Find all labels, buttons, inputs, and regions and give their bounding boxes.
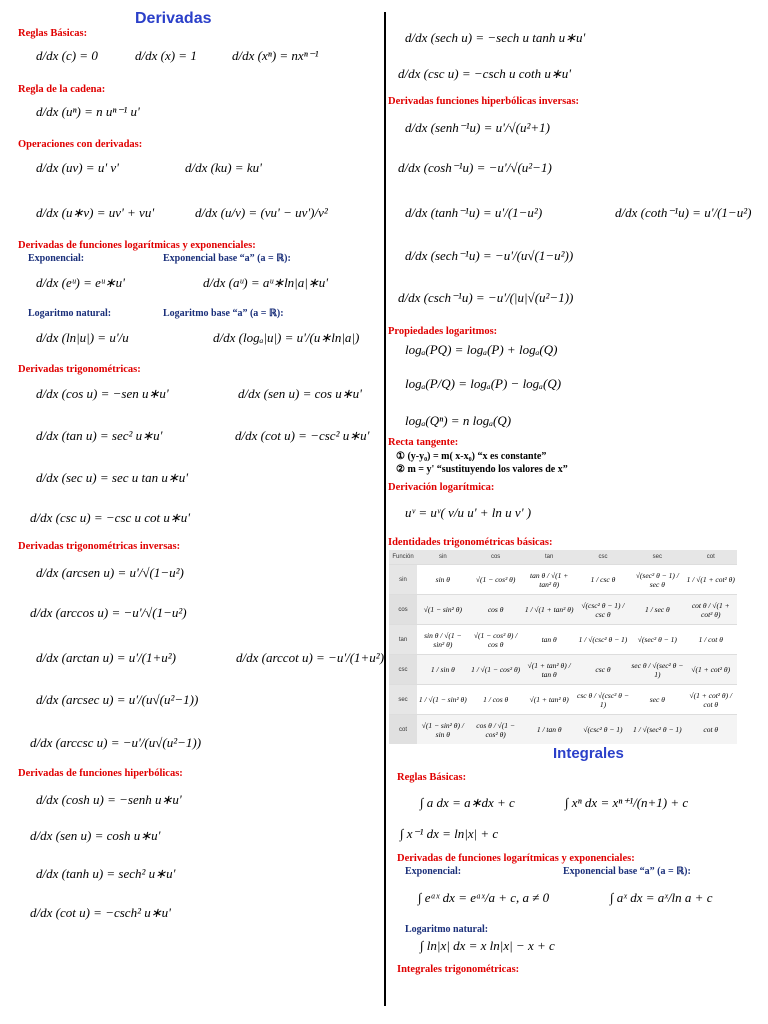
inverse-trig-heading: Derivadas trigonométricas inversas:	[18, 541, 181, 552]
formula-power: d/dx (xⁿ) = nxⁿ⁻¹	[232, 48, 319, 63]
exponential-base-a-subheading: Exponencial base “a” (a = ℝ):	[163, 253, 291, 264]
exponential-subheading: Exponencial:	[28, 253, 85, 264]
integrales-title: Integrales	[553, 745, 624, 762]
log-base-a-subheading: Logaritmo base “a” (a = ℝ):	[163, 308, 284, 319]
formula-constant-multiple: d/dx (ku) = ku'	[185, 160, 262, 175]
table-cell: √(1 − sin² θ)	[417, 595, 469, 625]
table-cell: sin θ	[417, 565, 469, 595]
row-header: cos	[389, 595, 417, 625]
column-header: sin	[417, 550, 469, 565]
formula-csch-inv: d/dx (csch⁻¹u) = −u'/(|u|√(u²−1))	[398, 290, 574, 305]
formula-product: d/dx (u∗v) = uv' + vu'	[36, 205, 155, 220]
formula-cosh-inv: d/dx (cosh⁻¹u) = −u'/√(u²−1)	[398, 160, 552, 175]
table-cell: √(1 + cot² θ)	[685, 655, 737, 685]
operations-heading: Operaciones con derivadas:	[18, 139, 143, 150]
row-header: cot	[389, 715, 417, 745]
formula-sen: d/dx (sen u) = cos u∗u'	[238, 386, 362, 401]
table-cell: √(1 − cos² θ) / cos θ	[469, 625, 523, 655]
row-header: csc	[389, 655, 417, 685]
table-cell: √(1 + tan² θ) / tan θ	[523, 655, 576, 685]
formula-tanh: d/dx (tanh u) = sech² u∗u'	[36, 866, 176, 881]
basic-rules-heading: Reglas Básicas:	[18, 28, 88, 39]
table-cell: csc θ	[576, 655, 630, 685]
table-cell: 1 / sin θ	[417, 655, 469, 685]
table-cell: √(1 + cot² θ) / cot θ	[685, 685, 737, 715]
column-divider	[384, 12, 386, 1006]
formula-tan: d/dx (tan u) = sec² u∗u'	[36, 428, 163, 443]
column-header: cos	[469, 550, 523, 565]
table-cell: tan θ	[523, 625, 576, 655]
integrals-exponential-subheading: Exponencial:	[405, 866, 462, 877]
table-cell: √(csc² θ − 1) / csc θ	[576, 595, 630, 625]
table-row	[389, 715, 737, 745]
table-cell: sec θ / √(sec² θ − 1)	[630, 655, 684, 685]
table-cell: √(1 − sin² θ) / sin θ	[417, 715, 469, 745]
table-cell: √(sec² θ − 1) / sec θ	[630, 565, 684, 595]
formula-quotient: d/dx (u/v) = (vu' − uv')/v²	[195, 205, 328, 220]
table-cell: cot θ / √(1 + cot² θ)	[685, 595, 737, 625]
formula-x: d/dx (x) = 1	[135, 48, 197, 63]
integral-constant: ∫ a dx = a∗dx + c	[420, 795, 515, 810]
formula-ln: d/dx (ln|u|) = u'/u	[36, 330, 129, 345]
table-cell: cos θ / √(1 − cos² θ)	[469, 715, 523, 745]
integrals-basic-heading: Reglas Básicas:	[397, 772, 467, 783]
table-cell: csc θ / √(csc² θ − 1)	[576, 685, 630, 715]
table-cell: √(1 + tan² θ)	[523, 685, 576, 715]
table-cell: sec θ	[630, 685, 684, 715]
formula-arccos: d/dx (arccos u) = −u'/√(1−u²)	[30, 605, 187, 620]
formula-const: d/dx (c) = 0	[36, 48, 98, 63]
table-cell: 1 / √(sec² θ − 1)	[630, 715, 684, 745]
formula-chain: d/dx (uⁿ) = n uⁿ⁻¹ u'	[36, 104, 140, 119]
formula-senh-inv: d/dx (senh⁻¹u) = u'/√(u²+1)	[405, 120, 551, 135]
table-cell: 1 / √(csc² θ − 1)	[576, 625, 630, 655]
table-row	[389, 655, 737, 685]
row-header: sin	[389, 565, 417, 595]
integrals-logexp-heading: Derivadas de funciones logarítmicas y exponenciales:	[397, 853, 635, 864]
integrals-trig-heading: Integrales trigonométricas:	[397, 964, 520, 975]
table-cell: 1 / cos θ	[469, 685, 523, 715]
column-header: tan	[523, 550, 576, 565]
formula-coth-inv: d/dx (coth⁻¹u) = u'/(1−u²)	[615, 205, 752, 220]
integrals-natural-log-subheading: Logaritmo natural:	[405, 924, 489, 935]
chain-rule-heading: Regla de la cadena:	[18, 84, 106, 95]
table-cell: 1 / √(1 − sin² θ)	[417, 685, 469, 715]
log-differentiation-heading: Derivación logarítmica:	[388, 482, 495, 493]
table-cell: 1 / sec θ	[630, 595, 684, 625]
column-header: sec	[630, 550, 684, 565]
trig-heading: Derivadas trigonométricas:	[18, 364, 141, 375]
formula-sec: d/dx (sec u) = sec u tan u∗u'	[36, 470, 189, 485]
integral-power: ∫ xⁿ dx = xⁿ⁺¹/(n+1) + c	[565, 795, 689, 810]
formula-sech: d/dx (sech u) = −sech u tanh u∗u'	[405, 30, 586, 45]
table-cell: 1 / csc θ	[576, 565, 630, 595]
table-cell: 1 / √(1 − cos² θ)	[469, 655, 523, 685]
row-header: tan	[389, 625, 417, 655]
table-cell: 1 / √(1 + tan² θ)	[523, 595, 576, 625]
formula-sech-inv: d/dx (sech⁻¹u) = −u'/(u√(1−u²))	[405, 248, 574, 263]
column-header: cot	[685, 550, 737, 565]
integral-exp: ∫ eᵃˣ dx = eᵃˣ/a + c, a ≠ 0	[418, 890, 550, 905]
tangent-line-step-2: ② m = y' “sustituyendo los valores de x”	[396, 464, 568, 475]
column-header: csc	[576, 550, 630, 565]
formula-csc: d/dx (csc u) = −csc u cot u∗u'	[30, 510, 191, 525]
table-row	[389, 685, 737, 715]
integral-reciprocal: ∫ x⁻¹ dx = ln|x| + c	[400, 826, 499, 841]
table-cell: √(csc² θ − 1)	[576, 715, 630, 745]
formula-csch: d/dx (csc u) = −csch u coth u∗u'	[398, 66, 572, 81]
table-row	[389, 595, 737, 625]
formula-exp: d/dx (eᵘ) = eᵘ∗u'	[36, 275, 125, 290]
formula-arcsen: d/dx (arcsen u) = u'/√(1−u²)	[36, 565, 184, 580]
integrals-exponential-base-a-subheading: Exponencial base “a” (a = ℝ):	[563, 866, 691, 877]
integral-ln: ∫ ln|x| dx = x ln|x| − x + c	[420, 938, 555, 953]
logexp-heading: Derivadas de funciones logarítmicas y exponenciales:	[18, 240, 256, 251]
formula-senh: d/dx (sen u) = cosh u∗u'	[30, 828, 161, 843]
formula-arccsc: d/dx (arccsc u) = −u'/(u√(u²−1))	[30, 735, 202, 750]
tangent-line-step-1: ① (y-y₀) = m( x-x₀) “x es constante”	[396, 451, 547, 462]
trig-identities-table	[389, 550, 737, 744]
derivadas-title: Derivadas	[135, 10, 212, 27]
formula-log-product: logₐ(PQ) = logₐ(P) + logₐ(Q)	[405, 342, 558, 357]
formula-cos: d/dx (cos u) = −sen u∗u'	[36, 386, 169, 401]
formula-cot: d/dx (cot u) = −csc² u∗u'	[235, 428, 370, 443]
log-properties-heading: Propiedades logaritmos:	[388, 326, 498, 337]
table-cell: tan θ / √(1 + tan² θ)	[523, 565, 576, 595]
formula-arctan: d/dx (arctan u) = u'/(1+u²)	[36, 650, 176, 665]
table-cell: √(sec² θ − 1)	[630, 625, 684, 655]
formula-coth: d/dx (cot u) = −csch² u∗u'	[30, 905, 171, 920]
natural-log-subheading: Logaritmo natural:	[28, 308, 112, 319]
table-cell: 1 / √(1 + cot² θ)	[685, 565, 737, 595]
table-cell: 1 / cot θ	[685, 625, 737, 655]
table-cell: 1 / tan θ	[523, 715, 576, 745]
table-row	[389, 565, 737, 595]
trig-identities-heading: Identidades trigonométricas básicas:	[388, 537, 553, 548]
table-cell: cot θ	[685, 715, 737, 745]
formula-tanh-inv: d/dx (tanh⁻¹u) = u'/(1−u²)	[405, 205, 543, 220]
formula-log-differentiation: uᵛ = uᵛ( v/u u' + ln u v' )	[405, 505, 532, 520]
hyperbolic-heading: Derivadas de funciones hiperbólicas:	[18, 768, 183, 779]
column-header: Función	[389, 550, 417, 565]
table-header-row	[389, 550, 737, 565]
formula-arccot: d/dx (arccot u) = −u'/(1+u²)	[236, 650, 385, 665]
formula-arcsec: d/dx (arcsec u) = u'/(u√(u²−1))	[36, 692, 199, 707]
row-header: sec	[389, 685, 417, 715]
formula-cosh: d/dx (cosh u) = −senh u∗u'	[36, 792, 182, 807]
integral-exp-base-a: ∫ aˣ dx = aˣ/ln a + c	[610, 890, 713, 905]
table-cell: cos θ	[469, 595, 523, 625]
tangent-line-heading: Recta tangente:	[388, 437, 459, 448]
formula-log-power: logₐ(Qⁿ) = n logₐ(Q)	[405, 413, 512, 428]
inverse-hyperbolic-heading: Derivadas funciones hiperbólicas inversas:	[388, 96, 580, 107]
formula-log-base-a: d/dx (logₐ|u|) = u'/(u∗ln|a|)	[213, 330, 360, 345]
formula-exp-base-a: d/dx (aᵘ) = aᵘ∗ln|a|∗u'	[203, 275, 329, 290]
table-cell: sin θ / √(1 − sin² θ)	[417, 625, 469, 655]
table-row	[389, 625, 737, 655]
formula-log-quotient: logₐ(P/Q) = logₐ(P) − logₐ(Q)	[405, 376, 562, 391]
formula-product-simple: d/dx (uv) = u' v'	[36, 160, 119, 175]
table-cell: √(1 − cos² θ)	[469, 565, 523, 595]
